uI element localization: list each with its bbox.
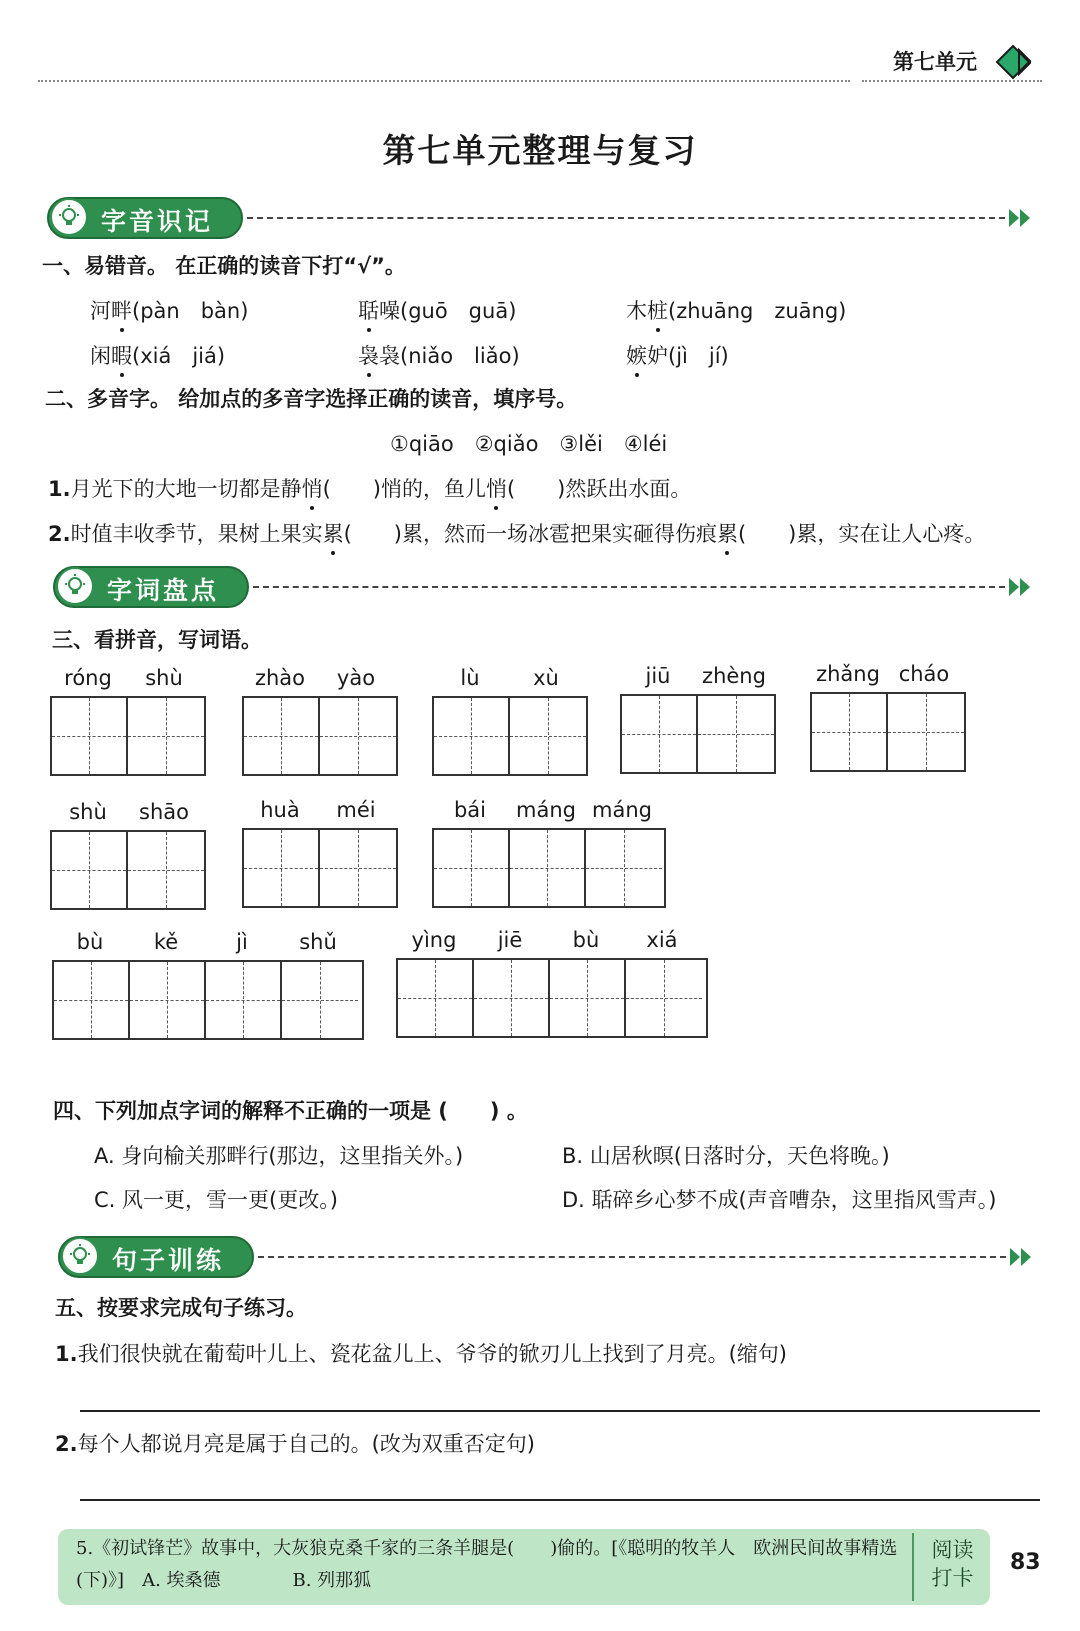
question-4-heading: 四、下列加点字词的解释不正确的一项是 ( ) 。: [53, 1099, 528, 1123]
word-grid-group: [52, 930, 364, 1040]
question-1-heading: 一、易错音。 在正确的读音下打“√”。: [42, 254, 406, 278]
writing-grid[interactable]: [620, 694, 776, 774]
banner-dash: [258, 1256, 1006, 1258]
reading-options: ①qiāo ②qiǎo ③lěi ④léi: [390, 432, 668, 456]
pinyin-label: shù: [69, 800, 107, 824]
pronunciation-item: 木桩(zhuāng zuāng): [626, 295, 846, 325]
word-grid-group: [432, 666, 588, 776]
grid-cell[interactable]: [622, 696, 698, 772]
banner-title: 字词盘点: [107, 576, 220, 605]
header-divider: [38, 80, 850, 82]
question-2-heading: 二、多音字。 给加点的多音字选择正确的读音，填序号。: [45, 387, 578, 411]
choice-d[interactable]: D. 聒碎乡心梦不成(声音嘈杂，这里指风雪声。): [562, 1188, 997, 1212]
pinyin-label: jì: [236, 930, 248, 954]
word-grid-group: [242, 666, 398, 776]
grid-cell[interactable]: [52, 832, 128, 908]
polyphone-sentence-1: 1.月光下的大地一切都是静悄( )悄的，鱼儿悄( )然跃出水面。: [48, 473, 691, 503]
section-banner-sentences: [58, 1236, 1038, 1278]
word-grid-group: [810, 662, 966, 772]
banner-title: 句子训练: [112, 1246, 225, 1275]
pronunciation-item: 嫉妒(jì jí): [626, 340, 729, 370]
reading-checkin-badge: [925, 1536, 980, 1592]
lightbulb-icon: [56, 567, 94, 605]
lightbulb-icon: [50, 198, 88, 236]
pinyin-label: bái: [453, 798, 487, 822]
writing-grid[interactable]: [50, 830, 206, 910]
writing-grid[interactable]: [396, 958, 708, 1038]
grid-cell[interactable]: [320, 830, 396, 906]
pinyin-label: shù: [145, 666, 183, 690]
writing-grid[interactable]: [242, 696, 398, 776]
grid-cell[interactable]: [510, 698, 586, 774]
writing-grid[interactable]: [52, 960, 364, 1040]
grid-cell[interactable]: [320, 698, 396, 774]
pinyin-label: xiá: [646, 928, 678, 952]
grid-cell[interactable]: [586, 830, 662, 906]
grid-cell[interactable]: [128, 832, 204, 908]
banner-dash: [247, 217, 1005, 219]
writing-grid[interactable]: [242, 828, 398, 908]
footer-divider: [912, 1533, 914, 1601]
pinyin-label: máng: [516, 798, 576, 822]
word-grid-group: [50, 666, 206, 776]
section-banner-pronunciation: [47, 197, 1037, 239]
page-number: 83: [1010, 1550, 1041, 1575]
pinyin-label: xù: [533, 666, 559, 690]
banner-dash: [253, 586, 1005, 588]
word-grid-group: [620, 664, 776, 774]
pronunciation-item: 聒噪(guō guā): [358, 295, 516, 325]
double-arrow-icon: [1007, 205, 1033, 231]
writing-grid[interactable]: [432, 696, 588, 776]
pinyin-label: kě: [153, 930, 179, 954]
question-3-heading: 三、看拼音，写词语。: [52, 628, 262, 652]
grid-cell[interactable]: [434, 830, 510, 906]
word-grid-group: [50, 800, 206, 910]
grid-cell[interactable]: [130, 962, 206, 1038]
pinyin-label: zhǎng: [816, 662, 880, 686]
badge-line-1: 阅读: [931, 1538, 974, 1562]
lightbulb-icon: [61, 1237, 99, 1275]
grid-cell[interactable]: [128, 698, 204, 774]
pinyin-label: bù: [76, 930, 104, 954]
double-arrow-icon: [1007, 574, 1033, 600]
pinyin-label: róng: [64, 666, 112, 690]
grid-cell[interactable]: [888, 694, 964, 770]
pinyin-label: zhèng: [702, 664, 766, 688]
pinyin-label: zhào: [254, 666, 306, 690]
choice-c[interactable]: C. 风一更，雪一更(更改。): [94, 1188, 338, 1212]
writing-grid[interactable]: [50, 696, 206, 776]
writing-grid[interactable]: [432, 828, 666, 908]
grid-cell[interactable]: [398, 960, 474, 1036]
choice-b[interactable]: B. 山居秋暝(日落时分，天色将晚。): [562, 1144, 890, 1168]
pinyin-label: bù: [572, 928, 600, 952]
grid-cell[interactable]: [474, 960, 550, 1036]
grid-cell[interactable]: [510, 830, 586, 906]
grid-cell[interactable]: [812, 694, 888, 770]
pronunciation-item: 袅袅(niǎo liǎo): [358, 340, 520, 370]
banner-title: 字音识记: [101, 207, 214, 236]
grid-cell[interactable]: [244, 830, 320, 906]
word-grid-group: [242, 798, 398, 908]
pronunciation-item: 河畔(pàn bàn): [90, 295, 248, 325]
pinyin-label: huà: [260, 798, 300, 822]
grid-cell[interactable]: [550, 960, 626, 1036]
double-arrow-icon: [1008, 1244, 1034, 1270]
pinyin-label: cháo: [898, 662, 950, 686]
pinyin-label: méi: [336, 798, 376, 822]
section-banner-vocabulary: [53, 566, 1037, 608]
pinyin-label: máng: [592, 798, 652, 822]
answer-line[interactable]: [80, 1410, 1040, 1412]
answer-line[interactable]: [80, 1499, 1040, 1501]
pinyin-label: lù: [460, 666, 480, 690]
pinyin-label: yào: [336, 666, 376, 690]
unit-label: 第七单元: [893, 50, 977, 74]
grid-cell[interactable]: [434, 698, 510, 774]
pinyin-label: jiē: [497, 928, 523, 952]
grid-cell[interactable]: [244, 698, 320, 774]
pinyin-label: shāo: [139, 800, 189, 824]
pinyin-label: shǔ: [299, 930, 337, 954]
badge-line-2: 打卡: [931, 1566, 974, 1590]
reading-quiz-question: 5.《初试锋芒》故事中，大灰狼克桑千家的三条羊腿是( )偷的。[《聪明的牧羊人 欧洲民间故事精选(下)》] A. 埃桑德 B. 列那狐: [76, 1538, 898, 1591]
question-5-heading: 五、按要求完成句子练习。: [55, 1296, 307, 1320]
header-divider-right: [862, 80, 1042, 82]
grid-cell[interactable]: [206, 962, 282, 1038]
grid-cell[interactable]: [54, 962, 130, 1038]
diamond-icon: [995, 44, 1031, 80]
grid-cell[interactable]: [698, 696, 774, 772]
sentence-task-2: 2.每个人都说月亮是属于自己的。(改为双重否定句): [55, 1432, 535, 1456]
pinyin-label: jiū: [645, 664, 671, 688]
word-grid-group: [396, 928, 708, 1038]
writing-grid[interactable]: [810, 692, 966, 772]
grid-cell[interactable]: [626, 960, 702, 1036]
page-title: 第七单元整理与复习: [382, 131, 698, 170]
pronunciation-item: 闲暇(xiá jiá): [90, 340, 225, 370]
word-grid-group: [432, 798, 666, 908]
grid-cell[interactable]: [52, 698, 128, 774]
choice-a[interactable]: A. 身向榆关那畔行(那边，这里指关外。): [94, 1144, 464, 1168]
grid-cell[interactable]: [282, 962, 358, 1038]
pinyin-label: yìng: [411, 928, 457, 952]
sentence-task-1: 1.我们很快就在葡萄叶儿上、瓷花盆儿上、爷爷的锨刃儿上找到了月亮。(缩句): [55, 1342, 787, 1366]
polyphone-sentence-2: 2.时值丰收季节，果树上果实累( )累，然而一场冰雹把果实砸得伤痕累( )累，实在让人心疼。: [48, 518, 985, 548]
